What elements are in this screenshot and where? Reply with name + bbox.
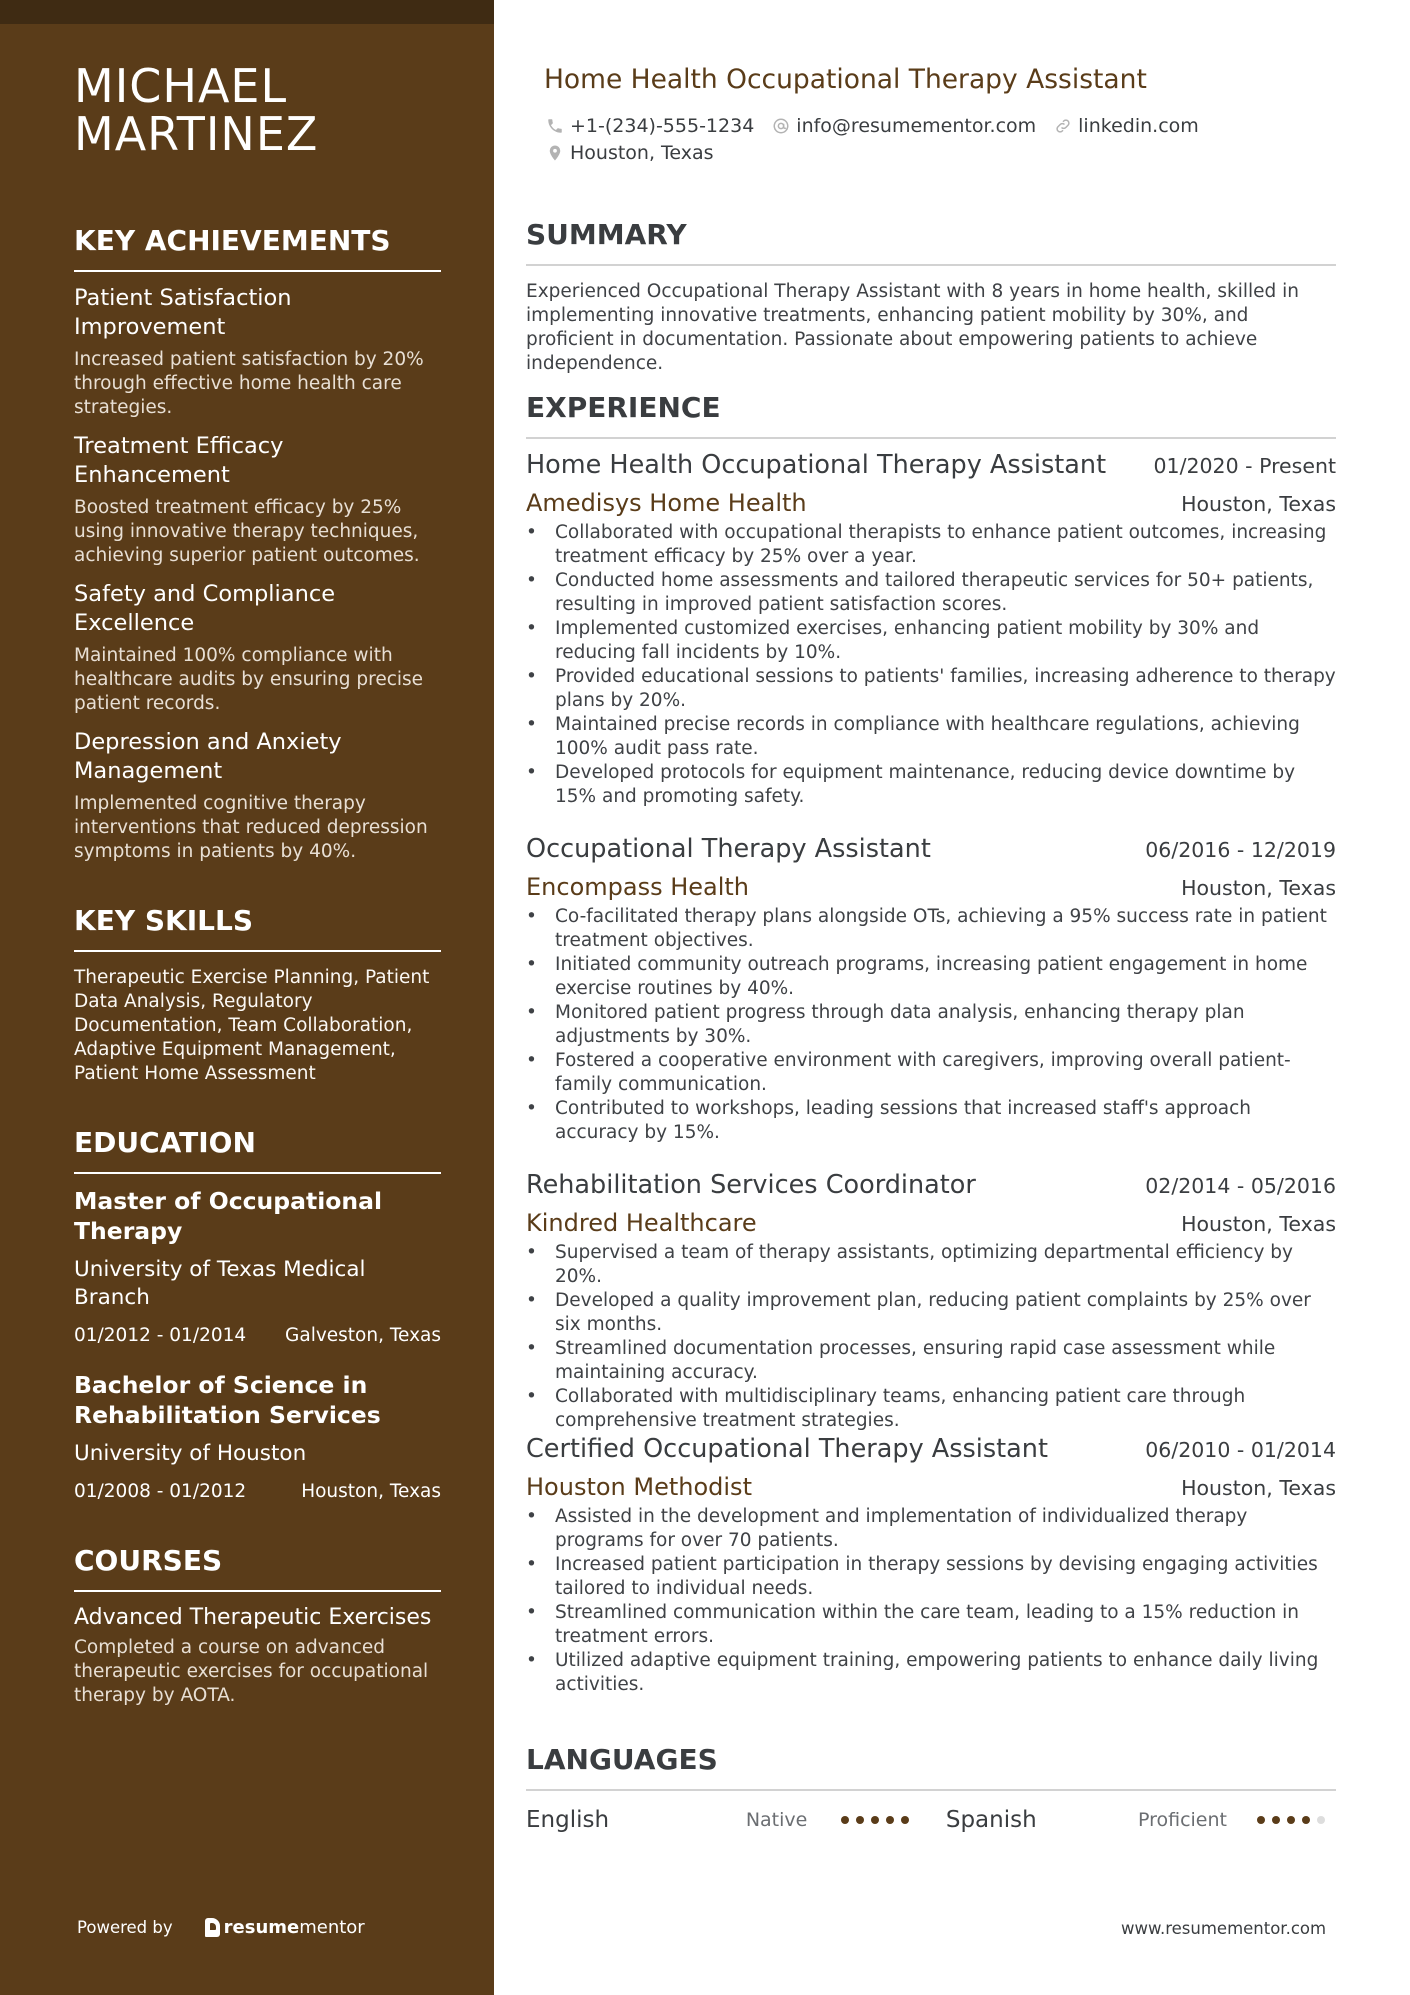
powered-by-label: Powered by [77,1918,173,1937]
job-bullet: • Increased patient participation in therapy sessions by devising engaging activities tailored to individual needs. [526,1553,1336,1601]
job-bullet: • Collaborated with occupational therapists to enhance patient outcomes, increasing treatment efficacy by 25% over a year. [526,521,1336,569]
job-bullet: • Initiated community outreach programs, increasing patient engagement in home exercise routines by 40%. [526,953,1336,1001]
job-bullet: • Streamlined documentation processes, ensuring rapid case assessment while maintaining accuracy. [526,1337,1336,1385]
education-item [74,1370,441,1504]
section-heading: COURSES [74,1544,441,1592]
job-location: Houston, Texas [1181,1212,1336,1236]
brand-name-bold: resume [223,1917,300,1938]
rating-dot [1302,1816,1310,1824]
brand-name-light: mentor [299,1917,365,1938]
job-entry [526,1433,1336,1697]
job-location: Houston, Texas [1181,876,1336,900]
section-heading: KEY ACHIEVEMENTS [74,224,441,272]
phone-contact[interactable] [546,113,754,139]
rating-dot [871,1816,879,1824]
school: University of Texas Medical Branch [74,1257,366,1310]
rating-dot [1272,1816,1280,1824]
job-title: Rehabilitation Services Coordinator [526,1170,976,1200]
section-heading: SUMMARY [526,218,1336,266]
education-dates: 01/2012 - 01/2014 [74,1325,247,1346]
section-heading: LANGUAGES [526,1743,1336,1791]
job-bullet: • Maintained precise records in compliance with healthcare regulations, achieving 100% audit pass rate. [526,713,1336,761]
last-name: MARTINEZ [74,107,319,161]
job-bullet: • Monitored patient progress through data analysis, enhancing therapy plan adjustments by 30%. [526,1001,1336,1049]
linkedin-contact[interactable] [1054,113,1199,139]
job-dates: 01/2020 - Present [1153,454,1336,478]
location-text: Houston, Texas [570,141,714,164]
powered-by [77,1917,365,1938]
company-name: Kindred Healthcare [526,1209,757,1237]
education-dates: 01/2008 - 01/2012 [74,1481,247,1502]
job-bullet: • Utilized adaptive equipment training, empowering patients to enhance daily living activities. [526,1649,1336,1697]
job-title: Certified Occupational Therapy Assistant [526,1434,1048,1464]
email-contact[interactable] [772,113,1036,139]
degree: Master of Occupational Therapy [74,1187,383,1245]
phone-icon [546,117,564,135]
sidebar [0,0,494,1995]
language-rating [1257,1816,1336,1824]
key-skills-section [74,904,441,1086]
job-bullet: • Developed a quality improvement plan, reducing patient complaints by 25% over six months. [526,1289,1336,1337]
summary-text: Experienced Occupational Therapy Assistant with 8 years in home health, skilled in implementing innovative treatments, enhancing patient mobility by 30%, and proficient in documentation. Passionate about empowering patients to achieve independence. [526,281,1299,374]
job-bullet: • Contributed to workshops, leading sessions that increased staff's approach accuracy by 15%. [526,1097,1336,1145]
job-bullet: • Supervised a team of therapy assistants, optimizing departmental efficiency by 20%. [526,1241,1336,1289]
job-headline: Home Health Occupational Therapy Assistant [544,64,1147,95]
education-location: Houston, Texas [301,1481,441,1502]
rating-dot [901,1816,909,1824]
location-pin-icon [546,144,564,162]
rating-dot [856,1816,864,1824]
job-bullet: • Assisted in the development and implementation of individualized therapy programs for over 70 patients. [526,1505,1336,1553]
achievement-desc: Maintained 100% compliance with healthcare audits by ensuring precise patient records. [74,645,424,714]
achievement-item [74,580,441,716]
main-content [526,0,1336,1995]
language-level: Proficient [1137,1809,1227,1831]
achievement-desc: Implemented cognitive therapy interventions that reduced depression symptoms in patients by 40%. [74,793,428,862]
job-bullet: • Implemented customized exercises, enhancing patient mobility by 30% and reducing fall incidents by 10%. [526,617,1336,665]
language-rating [841,1816,946,1824]
course-desc: Completed a course on advanced therapeutic exercises for occupational therapy by AOTA. [74,1637,429,1706]
languages-list [526,1803,1336,1837]
key-achievements-section [74,224,441,864]
job-bullets [526,905,1336,1145]
job-entry [526,833,1336,1145]
candidate-name [74,59,441,161]
rating-dot [1317,1816,1325,1824]
education-section [74,1126,441,1504]
email-text: info@resumementor.com [796,114,1037,137]
job-bullet: • Collaborated with multidisciplinary teams, enhancing patient care through comprehensive treatment strategies. [526,1385,1336,1433]
section-heading: EDUCATION [74,1126,441,1174]
section-heading: KEY SKILLS [74,904,441,952]
school: University of Houston [74,1441,307,1466]
at-icon [772,117,790,135]
job-bullet: • Co-facilitated therapy plans alongside OTs, achieving a 95% success rate in patient treatment objectives. [526,905,1336,953]
job-entry [526,1169,1336,1433]
course-title: Advanced Therapeutic Exercises [74,1605,432,1630]
first-name: MICHAEL [74,59,288,113]
contact-info [546,112,1336,166]
job-entry [526,449,1336,809]
education-location: Galveston, Texas [285,1325,441,1346]
sidebar-top-band [0,0,494,24]
achievement-title: Safety and Compliance Excellence [74,581,336,636]
link-icon [1054,117,1072,135]
rating-dot [1287,1816,1295,1824]
brand-logo[interactable] [205,1917,365,1938]
resumementor-logo-icon [205,1918,220,1937]
skills-list: Therapeutic Exercise Planning, Patient Data Analysis, Regulatory Documentation, Team Collaboration, Adaptive Equipment Management, Patient Home Assessment [74,967,430,1084]
language-name: English [526,1807,610,1833]
job-dates: 02/2014 - 05/2016 [1145,1174,1336,1198]
job-bullet: • Streamlined communication within the care team, leading to a 15% reduction in treatment errors. [526,1601,1336,1649]
language-level: Native [745,1809,808,1831]
courses-section [74,1544,441,1708]
job-bullets [526,521,1336,809]
job-bullet: • Provided educational sessions to patients' families, increasing adherence to therapy plans by 20%. [526,665,1336,713]
location-contact [546,140,714,166]
linkedin-text: linkedin.com [1078,114,1199,137]
job-bullet: • Developed protocols for equipment maintenance, reducing device downtime by 15% and promoting safety. [526,761,1336,809]
company-name: Encompass Health [526,873,750,901]
job-location: Houston, Texas [1181,492,1336,516]
achievement-desc: Increased patient satisfaction by 20% through effective home health care strategies. [74,349,424,418]
degree: Bachelor of Science in Rehabilitation Services [74,1371,381,1429]
job-dates: 06/2016 - 12/2019 [1145,838,1336,862]
phone-text: +1-(234)-555-1234 [570,114,755,137]
summary-section [526,218,1336,376]
company-name: Amedisys Home Health [526,489,807,517]
rating-dot [1257,1816,1265,1824]
achievement-item [74,284,441,420]
language-name: Spanish [945,1807,1037,1833]
education-item [74,1186,441,1348]
job-title: Home Health Occupational Therapy Assistant [526,450,1107,480]
company-name: Houston Methodist [526,1473,752,1501]
languages-section [526,1743,1336,1837]
job-location: Houston, Texas [1181,1476,1336,1500]
rating-dot [886,1816,894,1824]
achievement-title: Depression and Anxiety Management [74,729,342,784]
section-heading: EXPERIENCE [526,391,1336,439]
job-title: Occupational Therapy Assistant [526,834,931,864]
achievement-item [74,432,441,568]
footer-url[interactable]: www.resumementor.com [1121,1919,1327,1938]
job-bullets [526,1241,1336,1433]
experience-section [526,391,1336,439]
job-bullets [526,1505,1336,1697]
achievement-desc: Boosted treatment efficacy by 25% using innovative therapy techniques, achieving superior patient outcomes. [74,497,420,566]
job-dates: 06/2010 - 01/2014 [1145,1438,1336,1462]
achievement-item [74,728,441,864]
job-bullet: • Fostered a cooperative environment with caregivers, improving overall patient-family communication. [526,1049,1336,1097]
rating-dot [841,1816,849,1824]
achievement-title: Treatment Efficacy Enhancement [74,433,284,488]
job-bullet: • Conducted home assessments and tailored therapeutic services for 50+ patients, resulting in improved patient satisfaction scores. [526,569,1336,617]
achievement-title: Patient Satisfaction Improvement [74,285,292,340]
